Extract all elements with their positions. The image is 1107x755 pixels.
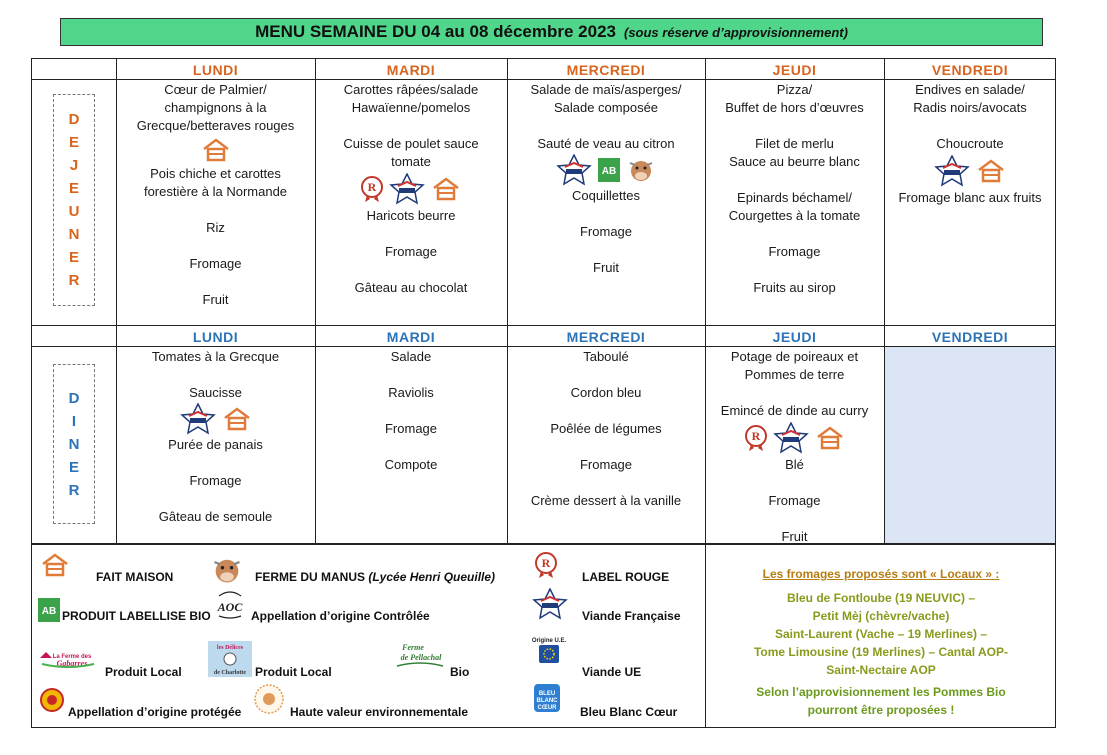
side-label-dejeuner: D E J E U N E R (53, 94, 95, 306)
svg-text:de Charlotte: de Charlotte (213, 670, 247, 676)
label-rouge-icon (361, 176, 383, 202)
menu-item: Gâteau au chocolat (354, 280, 468, 295)
legend-viande-fr: Viande Française (582, 609, 681, 623)
menu-item: Endives en salade/ (915, 82, 1025, 97)
legend-aoc-icon (213, 590, 247, 620)
menu-item: Tomates à la Grecque (151, 349, 280, 364)
viandes-de-france-icon (556, 154, 592, 186)
header-mercredi-diner: MERCREDI (566, 329, 646, 345)
legend-hve-icon (252, 683, 286, 715)
menu-item: Fromage (768, 244, 821, 259)
house-icon (222, 407, 252, 431)
svg-text:R: R (541, 556, 551, 570)
notice-line: Saint-Nectaire AOP (826, 663, 936, 677)
agriculture-bio-icon (38, 598, 60, 622)
agriculture-bio-icon (598, 158, 620, 182)
menu-item: Fruit (202, 292, 229, 307)
notice-head: Les fromages proposés sont « Locaux » : (762, 567, 1000, 581)
legend-bio-icon (38, 598, 60, 622)
viandes-de-france-icon (389, 173, 425, 205)
menu-item: Taboulé (583, 349, 629, 364)
notice-line: Saint-Laurent (Vache – 19 Merlines) – (774, 627, 988, 641)
svg-text:AB: AB (601, 166, 617, 177)
legend-local1: Produit Local (105, 665, 182, 679)
header-lundi-dejeuner: LUNDI (192, 62, 239, 78)
svg-text:AOC: AOC (217, 600, 243, 614)
svg-text:BLEU: BLEU (538, 691, 556, 697)
house-icon (976, 159, 1006, 183)
notice-footer: pourront être proposées ! (807, 703, 955, 717)
svg-text:les Délices: les Délices (216, 645, 244, 651)
menu-item: Fromage (189, 473, 242, 488)
menu-item: Fromage (579, 224, 633, 239)
menu-item: Buffet de hors d’œuvres (725, 100, 864, 115)
svg-text:BLANC: BLANC (536, 698, 558, 704)
legend-label-rouge: LABEL ROUGE (582, 570, 670, 584)
menu-item: Grecque/betteraves rouges (136, 118, 295, 133)
menu-item: Fromage (384, 421, 438, 436)
side-label-diner: D I N E R (53, 364, 95, 524)
label-rouge-icon (745, 425, 767, 451)
legend-delices-logo (208, 641, 252, 677)
legend-ferme-manus (255, 570, 495, 584)
header-vendredi-diner: VENDREDI (931, 329, 1009, 345)
menu-item: tomate (391, 154, 431, 169)
menu-item: Fromage (579, 457, 633, 472)
menu-item: Salade composée (553, 100, 659, 115)
ferme-pellachal-logo-icon (395, 640, 445, 670)
legend-label-rouge-icon (535, 552, 557, 578)
house-icon (431, 177, 461, 201)
title-note: (sous réserve d’approvisionnement) (623, 24, 848, 40)
svg-text:R: R (367, 180, 377, 194)
menu-item: Fruits au sirop (753, 280, 836, 295)
cell-mardi-diner (315, 348, 507, 474)
menu-item: Cordon bleu (570, 385, 642, 400)
header-jeudi-diner: JEUDI (772, 329, 817, 345)
header-lundi-diner: LUNDI (192, 329, 239, 345)
menu-item: Fromage (384, 244, 438, 259)
menu-item: Emincé de dinde au curry (720, 403, 869, 418)
notice-line: Petit Mèj (chèvre/vache) (812, 609, 950, 623)
svg-text:R: R (751, 429, 760, 443)
bleu-blanc-coeur-icon (532, 682, 562, 714)
menu-item: Choucroute (936, 136, 1004, 151)
viandes-de-france-icon (532, 588, 568, 620)
menu-item: Blé (785, 457, 804, 472)
cell-mercredi-dejeuner (507, 81, 705, 277)
svg-text:Ferme: Ferme (402, 643, 424, 652)
menu-item: Pommes de terre (744, 367, 845, 382)
menu-item: Fromage blanc aux fruits (898, 190, 1042, 205)
menu-item: Fromage (768, 493, 821, 508)
legend-ferme-manus-note: (Lycée Henri Queuille) (368, 570, 496, 584)
svg-text:CŒUR: CŒUR (537, 705, 557, 711)
svg-text:Gabarres: Gabarres (56, 659, 88, 668)
header-mardi-dejeuner: MARDI (386, 62, 436, 78)
legend-bio: PRODUIT LABELLISE BIO (62, 609, 211, 623)
menu-item: Crème dessert à la vanille (530, 493, 682, 508)
legend-aop: Appellation d’origine protégée (68, 705, 242, 719)
menu-item: Potage de poireaux et (730, 349, 859, 364)
friday-diner-empty (885, 347, 1055, 543)
viandes-de-france-icon (773, 422, 809, 454)
menu-item: Courgettes à la tomate (728, 208, 861, 223)
aop-icon (40, 688, 64, 712)
cow-icon (210, 555, 240, 581)
cell-jeudi-dejeuner (705, 81, 884, 297)
legend-ferme-gabarres-logo (38, 648, 98, 670)
title-main: MENU SEMAINE DU 04 au 08 décembre 2023 (255, 22, 616, 41)
legend-hve: Haute valeur environnementale (290, 705, 469, 719)
menu-item: Hawaïenne/pomelos (351, 100, 471, 115)
house-icon (815, 426, 845, 450)
menu-item: champignons à la (164, 100, 267, 115)
menu-item: forestière à la Normande (143, 184, 288, 199)
header-vendredi-dejeuner: VENDREDI (931, 62, 1009, 78)
header-jeudi-dejeuner: JEUDI (772, 62, 817, 78)
legend-ferme-manus-icon (210, 555, 240, 581)
menu-item: Salade (390, 349, 432, 364)
svg-text:La Ferme des: La Ferme des (52, 654, 92, 660)
menu-item: Epinards béchamel/ (737, 190, 852, 205)
svg-text:AB: AB (41, 606, 57, 617)
legend-viande-ue-icon (532, 636, 566, 666)
notice-footer: Selon l’approvisionnement les Pommes Bio (756, 685, 1006, 699)
aoc-icon (213, 590, 247, 620)
house-icon (40, 553, 70, 577)
origine-ue-icon (532, 636, 566, 666)
menu-item: Raviolis (388, 385, 434, 400)
menu-item: Haricots beurre (366, 208, 456, 223)
ferme-gabarres-logo-icon (38, 648, 98, 670)
menu-item: Saucisse (189, 385, 242, 400)
legend-bbc-icon (532, 682, 562, 714)
legend-pellachal-logo (395, 640, 445, 670)
cheese-notice (710, 565, 1052, 719)
svg-text:de Pellachal: de Pellachal (400, 653, 442, 662)
menu-item: Coquillettes (572, 188, 640, 203)
page-title (60, 18, 1043, 46)
cell-jeudi-diner (705, 348, 884, 546)
notice-line: Tome Limousine (19 Merlines) – Cantal AOP- (753, 645, 1009, 659)
cell-lundi-dejeuner (116, 81, 315, 309)
menu-item: Carottes râpées/salade (343, 82, 479, 97)
menu-item: Cuisse de poulet sauce (343, 136, 479, 151)
menu-item: Fruit (781, 529, 808, 544)
legend-aoc: Appellation d’origine Contrôlée (251, 609, 430, 623)
menu-item: Salade de maïs/asperges/ (530, 82, 682, 97)
menu-item: Compote (384, 457, 438, 472)
menu-item: Pois chiche et carottes (150, 166, 281, 181)
menu-item: Radis noirs/avocats (913, 100, 1027, 115)
viandes-de-france-icon (934, 155, 970, 187)
menu-item: Riz (206, 220, 225, 235)
menu-item: Filet de merlu (755, 136, 834, 151)
menu-item: Sauce au beurre blanc (729, 154, 860, 169)
menu-item: Poêlée de légumes (550, 421, 662, 436)
menu-item: Gâteau de semoule (158, 509, 273, 524)
legend-fait-maison-label: FAIT MAISON (96, 570, 174, 584)
menu-item: Sauté de veau au citron (537, 136, 675, 151)
menu-item: Purée de panais (168, 437, 263, 452)
hve-icon (252, 683, 286, 715)
label-rouge-icon (535, 552, 557, 578)
legend-viande-ue: Viande UE (582, 665, 642, 679)
cow-icon (626, 157, 656, 183)
cell-vendredi-dejeuner (884, 81, 1056, 207)
legend-bbc: Bleu Blanc Cœur (580, 705, 678, 719)
menu-item: Fruit (593, 260, 619, 275)
viandes-de-france-icon (180, 403, 216, 435)
cell-lundi-diner (116, 348, 315, 526)
cell-mardi-dejeuner (315, 81, 507, 297)
house-icon (201, 138, 231, 162)
header-mercredi-dejeuner: MERCREDI (566, 62, 646, 78)
legend-ferme-manus-label: FERME DU MANUS (255, 570, 365, 584)
menu-item: Pizza/ (776, 82, 813, 97)
legend-fait-maison (40, 553, 70, 577)
legend-aop-icon (40, 688, 64, 712)
menu-item: Cœur de Palmier/ (164, 82, 267, 97)
legend-local2: Produit Local (255, 665, 332, 679)
svg-text:Origine U.E.: Origine U.E. (532, 638, 566, 644)
legend-bio2: Bio (450, 665, 470, 679)
delices-charlotte-logo-icon (208, 641, 252, 677)
cell-mercredi-diner (507, 348, 705, 510)
header-mardi-diner: MARDI (386, 329, 436, 345)
legend-viande-fr-icon (532, 588, 568, 620)
notice-line: Bleu de Fontloube (19 NEUVIC) – (786, 591, 975, 605)
menu-item: Fromage (189, 256, 242, 271)
